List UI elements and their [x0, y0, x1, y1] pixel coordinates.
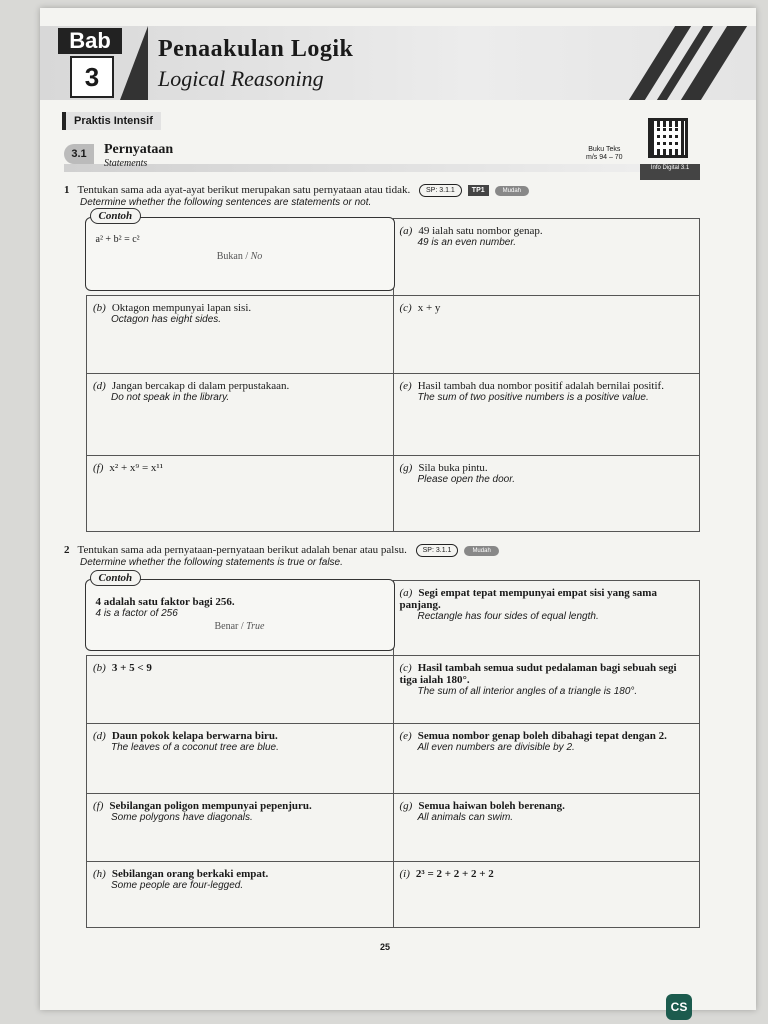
item-text-malay: Semua haiwan boleh berenang. — [418, 799, 565, 812]
answer-cell[interactable] — [393, 219, 700, 296]
item-label: (g) — [399, 799, 413, 812]
item-text-english: The sum of all interior angles of a triangle is 180°. — [417, 685, 638, 697]
item-text-malay: Segi empat tepat mempunyai empat sisi yang sama panjang. — [399, 587, 657, 611]
answer-cell[interactable] — [393, 581, 700, 656]
question-2 — [64, 544, 724, 568]
example-answer-malay: Benar — [214, 620, 239, 632]
item-text-malay: Sila buka pintu. — [418, 461, 488, 474]
camscanner-badge-icon: CS — [666, 994, 692, 1020]
textbook-label: Buku Teks — [588, 146, 621, 153]
item-label: (h) — [93, 867, 106, 880]
item-text-english: All animals can swim. — [417, 811, 514, 823]
example-answer-english: No — [250, 250, 263, 262]
header-divider — [120, 26, 148, 100]
item-text-english: Some people are four-legged. — [111, 879, 244, 891]
question-text-malay: Tentukan sama ada ayat-ayat berikut merupakan satu pernyataan atau tidak. — [77, 184, 411, 197]
example-cell — [87, 571, 394, 656]
section-number: 3.1 — [64, 144, 94, 164]
section-title-english: Statements — [104, 158, 148, 169]
difficulty-badge: Mudah — [464, 546, 498, 556]
textbook-reference — [586, 146, 623, 162]
answer-cell[interactable] — [393, 455, 700, 531]
item-text-malay: 3 + 5 < 9 — [111, 661, 152, 674]
section-title-malay: Pernyataan — [104, 142, 174, 157]
item-label: (f) — [93, 799, 104, 812]
question-text-english: Determine whether the following sentences are statements or not. — [80, 197, 372, 208]
question-2-table — [86, 571, 700, 928]
example-text-malay: 4 adalah satu faktor bagi 256. — [95, 595, 235, 608]
item-text-malay: 2³ = 2 + 2 + 2 + 2 — [415, 867, 494, 880]
praktis-label: Praktis Intensif — [62, 112, 161, 130]
item-text-english: Some polygons have diagonals. — [111, 811, 253, 823]
page-number: 25 — [380, 942, 391, 952]
question-1-table — [86, 209, 700, 532]
question-text-english: Determine whether the following statements is true or false. — [80, 557, 343, 568]
example-cell — [87, 209, 394, 296]
item-label: (e) — [399, 379, 412, 392]
item-label: (d) — [93, 379, 106, 392]
question-1 — [64, 184, 724, 208]
answer-cell[interactable] — [87, 655, 394, 723]
textbook-pages: m/s 94 – 70 — [586, 154, 623, 161]
answer-cell[interactable] — [393, 723, 700, 793]
item-text-malay: 49 ialah satu nombor genap. — [418, 225, 543, 237]
example-text-english: 4 is a factor of 256 — [95, 607, 178, 619]
item-label: (e) — [399, 729, 412, 742]
answer-cell[interactable] — [87, 373, 394, 455]
item-label: (b) — [93, 301, 106, 314]
item-text-malay: Semua nombor genap boleh dibahagi tepat dengan 2. — [417, 729, 667, 742]
item-text-english: Rectangle has four sides of equal length. — [417, 611, 599, 622]
example-expression: a² + b² = c² — [95, 233, 140, 245]
question-number: 1 — [64, 184, 70, 197]
chapter-label: Bab — [58, 28, 122, 54]
chapter-badge — [58, 28, 122, 98]
example-tag: Contoh — [90, 208, 142, 224]
answer-cell[interactable] — [87, 295, 394, 373]
example-box — [85, 571, 395, 651]
answer-cell[interactable] — [87, 455, 394, 531]
item-label: (i) — [399, 867, 410, 880]
answer-cell[interactable] — [87, 861, 394, 927]
item-text-malay: Oktagon mempunyai lapan sisi. — [111, 301, 252, 314]
answer-cell[interactable] — [87, 723, 394, 793]
item-label: (f) — [93, 461, 104, 474]
answer-cell[interactable] — [87, 793, 394, 861]
sp-badge: SP: 3.1.1 — [416, 544, 459, 557]
item-text-malay: Hasil tambah dua nombor positif adalah bernilai positif. — [417, 379, 664, 392]
answer-cell[interactable] — [393, 861, 700, 927]
answer-cell[interactable] — [393, 373, 700, 455]
difficulty-badge: Mudah — [495, 186, 529, 196]
example-box — [85, 209, 395, 291]
item-text-malay: x² + x⁹ = x¹¹ — [109, 461, 164, 474]
info-digital-label: Info Digital 3.1 — [640, 164, 700, 180]
item-label: (c) — [399, 301, 412, 314]
item-label: (g) — [399, 461, 413, 474]
answer-cell[interactable] — [393, 295, 700, 373]
item-text-malay: Jangan bercakap di dalam perpustakaan. — [111, 379, 290, 392]
example-answer: Bukan / No — [216, 250, 263, 262]
item-label: (a) — [399, 587, 413, 599]
chapter-number: 3 — [70, 56, 114, 98]
item-label: (b) — [93, 661, 106, 674]
example-answer: Benar / True — [214, 620, 265, 632]
example-tag: Contoh — [90, 570, 142, 586]
item-text-english: Please open the door. — [417, 473, 515, 485]
item-text-english: All even numbers are divisible by 2. — [417, 741, 575, 753]
answer-cell[interactable] — [393, 655, 700, 723]
item-text-malay: Sebilangan poligon mempunyai pepenjuru. — [109, 799, 312, 812]
chapter-title-malay: Penaakulan Logik — [158, 36, 354, 62]
item-text-malay: Daun pokok kelapa berwarna biru. — [111, 729, 278, 742]
item-text-english: The sum of two positive numbers is a positive value. — [417, 391, 649, 403]
question-number: 2 — [64, 544, 70, 557]
item-label: (d) — [93, 729, 106, 742]
item-text-english: Do not speak in the library. — [111, 391, 230, 403]
tp-badge: TP1 — [468, 185, 489, 196]
example-answer-malay: Bukan — [216, 250, 243, 262]
question-text-malay: Tentukan sama ada pernyataan-pernyataan berikut adalah benar atau palsu. — [77, 544, 407, 557]
item-label: (c) — [399, 661, 412, 674]
chapter-title-english: Logical Reasoning — [158, 66, 324, 91]
item-label: (a) — [399, 225, 413, 237]
example-answer-english: True — [246, 620, 265, 632]
answer-cell[interactable] — [393, 793, 700, 861]
item-text-malay: Sebilangan orang berkaki empat. — [111, 867, 269, 880]
item-text-malay: x + y — [417, 301, 441, 314]
item-text-english: 49 is an even number. — [417, 237, 517, 248]
item-text-english: The leaves of a coconut tree are blue. — [111, 741, 279, 753]
workbook-page — [40, 8, 756, 1014]
item-text-malay: Hasil tambah semua sudut pedalaman bagi sebuah segi tiga ialah 180°. — [399, 661, 677, 686]
item-text-english: Octagon has eight sides. — [111, 313, 222, 325]
sp-badge: SP: 3.1.1 — [419, 184, 462, 197]
qr-code-icon[interactable] — [648, 118, 688, 158]
section-bar — [64, 164, 654, 172]
